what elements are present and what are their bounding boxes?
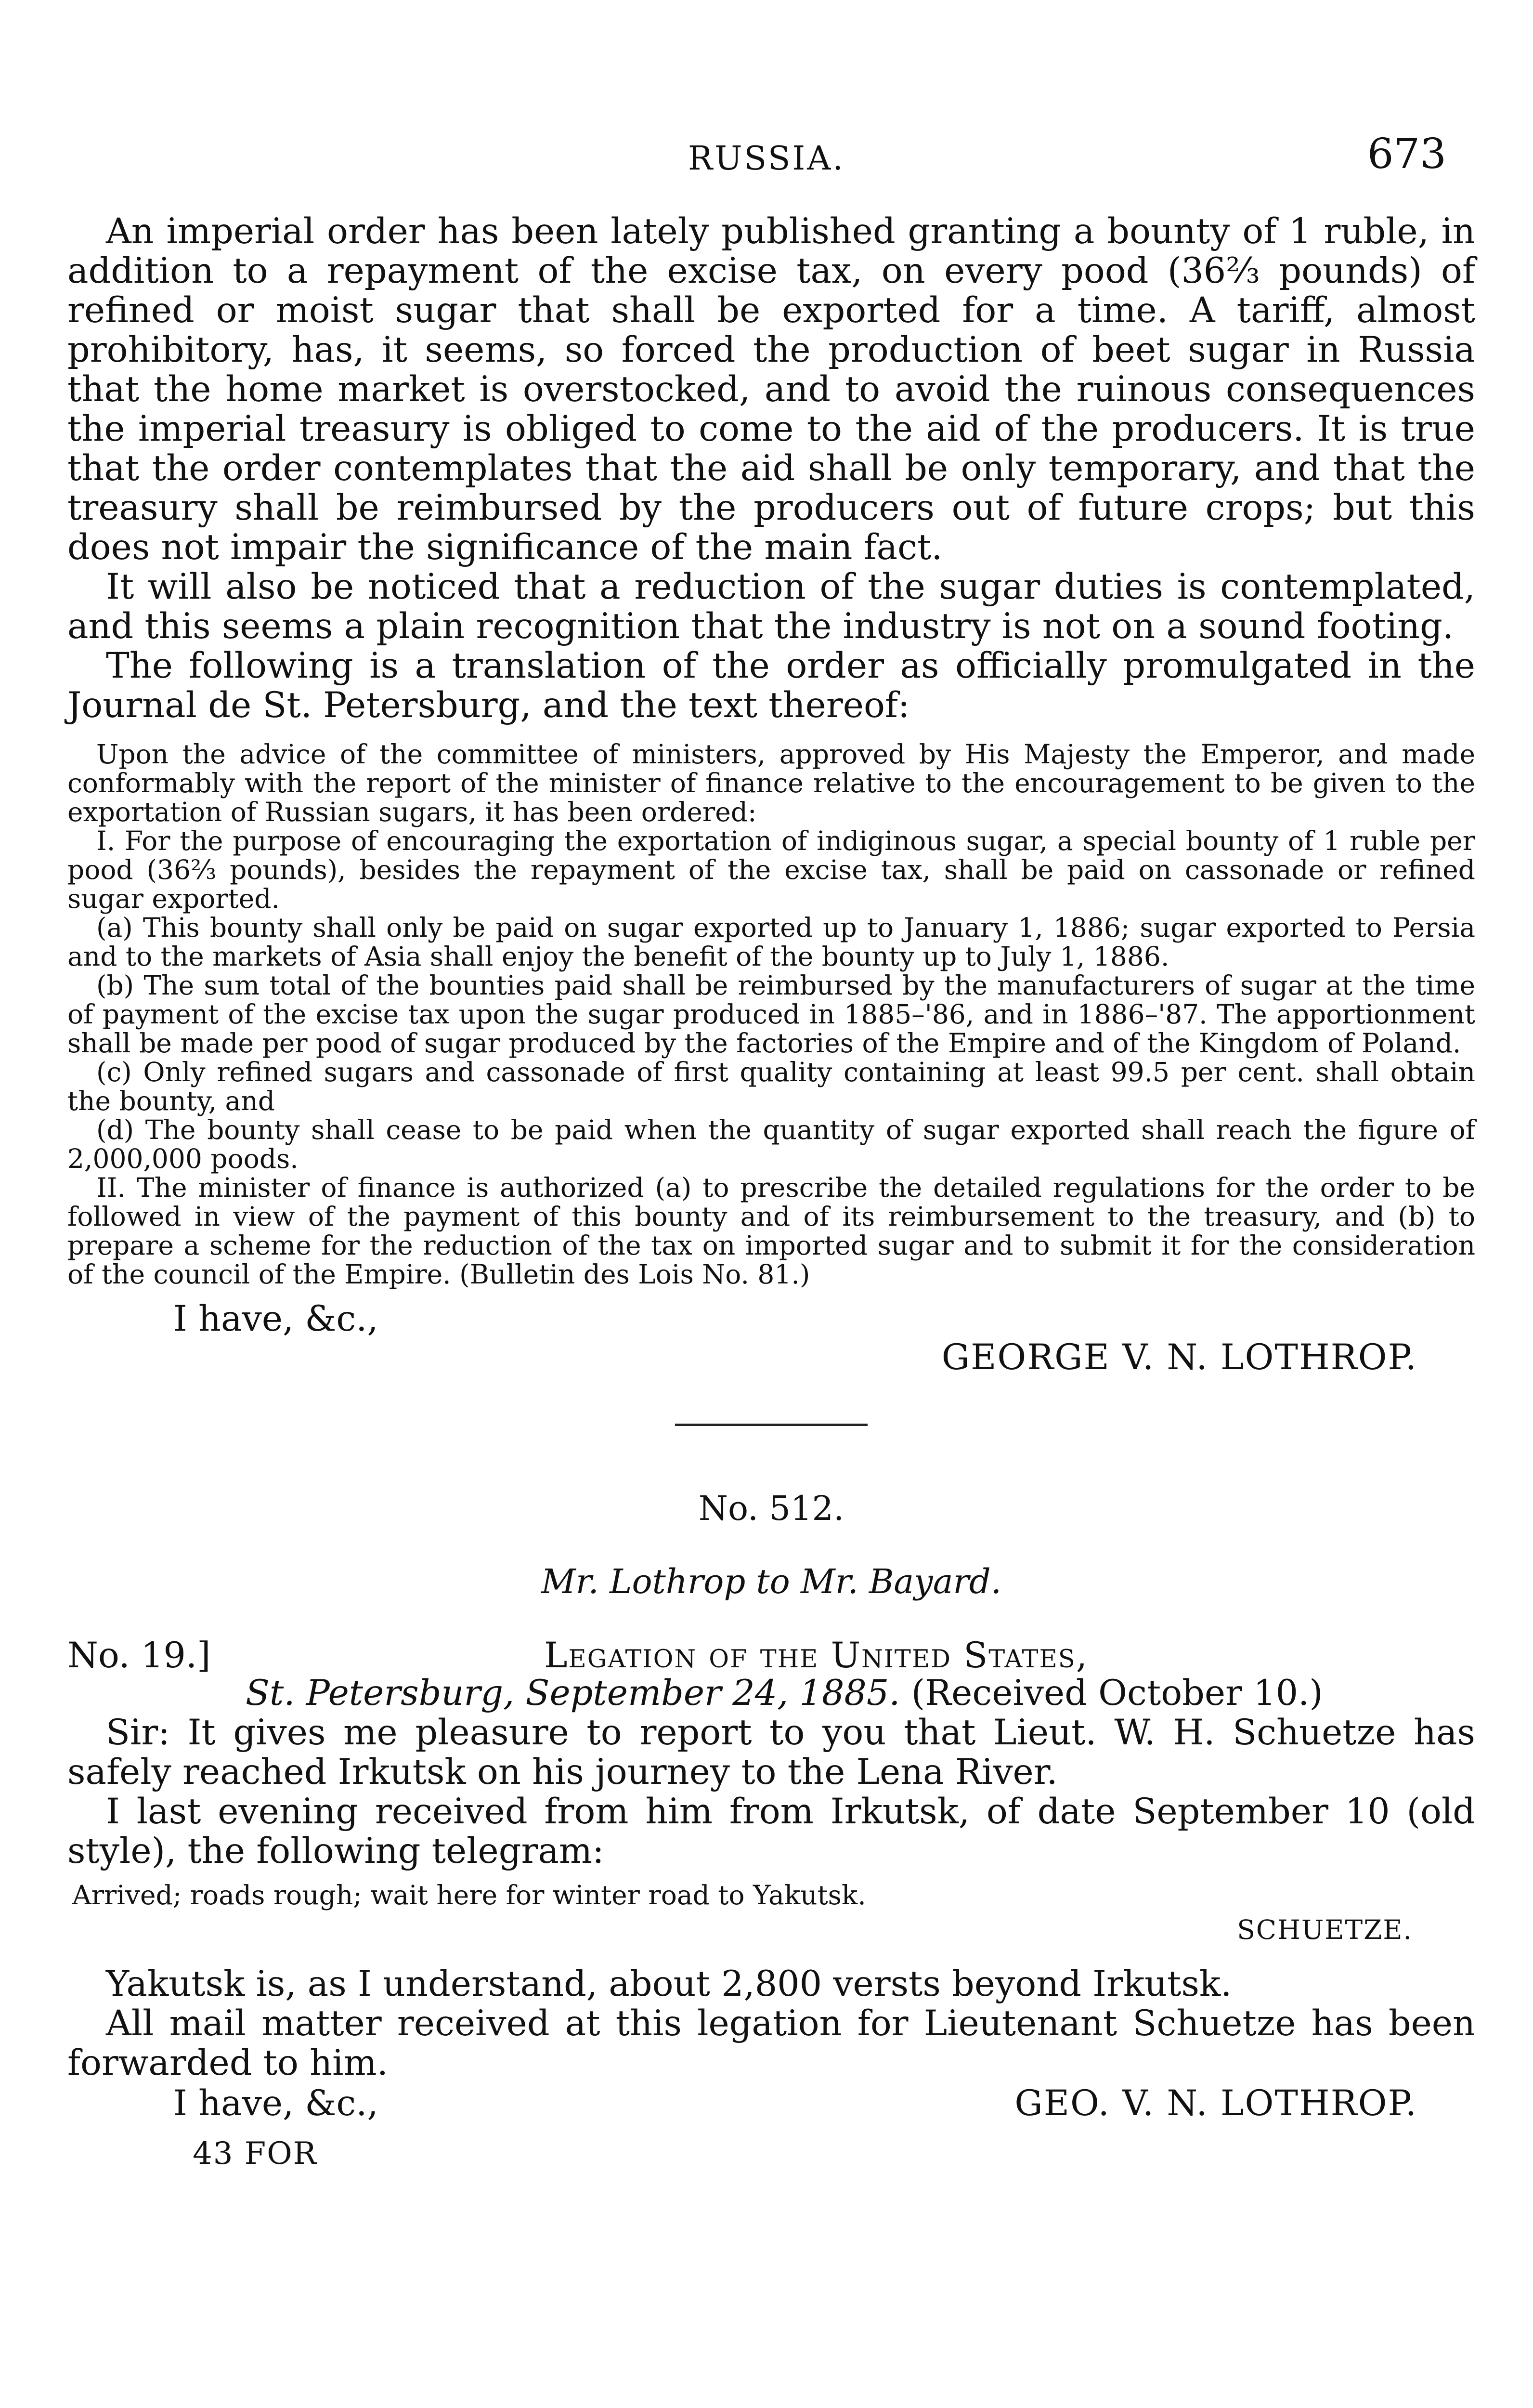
order-item-2: II. The minister of finance is authorized (a) to prescribe the detailed regulations for the order to be followed in view of the payment of this bounty and of its reimbursement to the treasury, and (b) to prepare a scheme for the reduction of the tax on imported sugar and to submit it for the consideration of the council of the Empire. (Bulletin des Lois No. 81.) xyxy=(67,1172,1475,1290)
page-number: 673 xyxy=(1367,130,1446,178)
legation-heading: Legation of the United States, xyxy=(544,1635,1088,1676)
order-item-a: (a) This bounty shall only be paid on sugar exported up to January 1, 1886; sugar exported to Persia and to the markets of Asia shall enjoy the benefit of the bounty up to July 1, 1886. xyxy=(67,912,1475,972)
order-item-1: I. For the purpose of encouraging the exportation of indiginous sugar, a special bounty of 1 ruble per pood (36⅔ pounds), besides the repayment of the excise tax, shall be paid on cassonade or refined sugar exported. xyxy=(67,825,1475,914)
closing-1 xyxy=(67,1289,1475,1378)
order-item-b: (b) The sum total of the bounties paid shall be reimbursed by the manufacturers of sugar at the time of payment of the excise tax upon the sugar produced in 1885–'86, and in 1886–'87. The apportionment shall be made per pood of sugar produced by the factories of the Empire and of the Kingdom of Poland. xyxy=(67,970,1475,1059)
signature-mark: 43 FOR xyxy=(193,2136,317,2172)
order-preamble: Upon the advice of the committee of ministers, approved by His Majesty the Emperor, and made conformably with the report of the minister of finance relative to the encouragement to be given to the exportation of Russian sugars, it has been ordered: xyxy=(67,739,1475,827)
order-item-c: (c) Only refined sugars and cassonade of first quality containing at least 99.5 per cent. shall obtain the bounty, and xyxy=(67,1057,1475,1116)
section-divider xyxy=(675,1424,868,1426)
intro-paragraph-1: An imperial order has been lately published granting a bounty of 1 ruble, in addition to a repayment of the excise tax, on every pood (36⅔ pounds) of refined or moist sugar that shall be exported for a time. A tariff, almost prohibitory, has, it seems, so forced the production of beet sugar in Russia that the home market is overstocked, and to avoid the ruinous consequences the imperial treasury is obliged to come to the aid of the producers. It is true that the order contemplates that the aid shall be only temporary, and that the treasury shall be reimbursed by the producers out of future crops; but this does not impair the significance of the main fact. xyxy=(67,211,1475,568)
signature-2: GEO. V. N. LOTHROP. xyxy=(1014,2083,1417,2124)
order-item-d: (d) The bounty shall cease to be paid when the quantity of sugar exported shall reach the figure of 2,000,000 poods. xyxy=(67,1114,1475,1174)
place-date: St. Petersburg, September 24, 1885. xyxy=(246,1673,900,1714)
page-header xyxy=(67,130,1466,183)
letter-paragraph-4: All mail matter received at this legation for Lieutenant Schuetze has been forwarded to him. xyxy=(67,2003,1475,2083)
correspondence-heading: Mr. Lothrop to Mr. Bayard. xyxy=(541,1562,1001,1601)
date-line xyxy=(67,1674,1475,1713)
order-text xyxy=(67,740,1475,1289)
running-head: RUSSIA. xyxy=(688,140,845,178)
dispatch-number: No. 19.] xyxy=(67,1635,211,1676)
telegram-text: Arrived; roads rough; wait here for winter road to Yakutsk. xyxy=(72,1880,866,1911)
signature-1: GEORGE V. N. LOTHROP. xyxy=(941,1337,1417,1378)
closing-salutation-1: I have, &c., xyxy=(173,1298,378,1339)
letter-paragraph-2: I last evening received from him from Irkutsk, of date September 10 (old style), the following telegram: xyxy=(67,1791,1475,1871)
received-date: (Received October 10.) xyxy=(911,1673,1323,1714)
page-body xyxy=(67,212,1475,2172)
closing-salutation-2: I have, &c., xyxy=(173,2083,378,2124)
document-number: No. 512. xyxy=(698,1489,844,1528)
dispatch-line xyxy=(67,1635,1475,1674)
intro-paragraph-2: It will also be noticed that a reduction of the sugar duties is contemplated, and this seems a plain recognition that the industry is not on a sound footing. xyxy=(67,566,1475,647)
letter-paragraph-3: Yakutsk is, as I understand, about 2,800 versts beyond Irkutsk. xyxy=(106,1963,1232,2004)
closing-2 xyxy=(67,2083,1475,2131)
telegram-signature: SCHUETZE. xyxy=(1237,1914,1413,1945)
intro-paragraph-3: The following is a translation of the order as officially promulgated in the Journal de St. Petersburg, and the text thereof: xyxy=(67,645,1475,726)
letter-paragraph-1: Sir: It gives me pleasure to report to you that Lieut. W. H. Schuetze has safely reached Irkutsk on his journey to the Lena River. xyxy=(67,1712,1475,1793)
